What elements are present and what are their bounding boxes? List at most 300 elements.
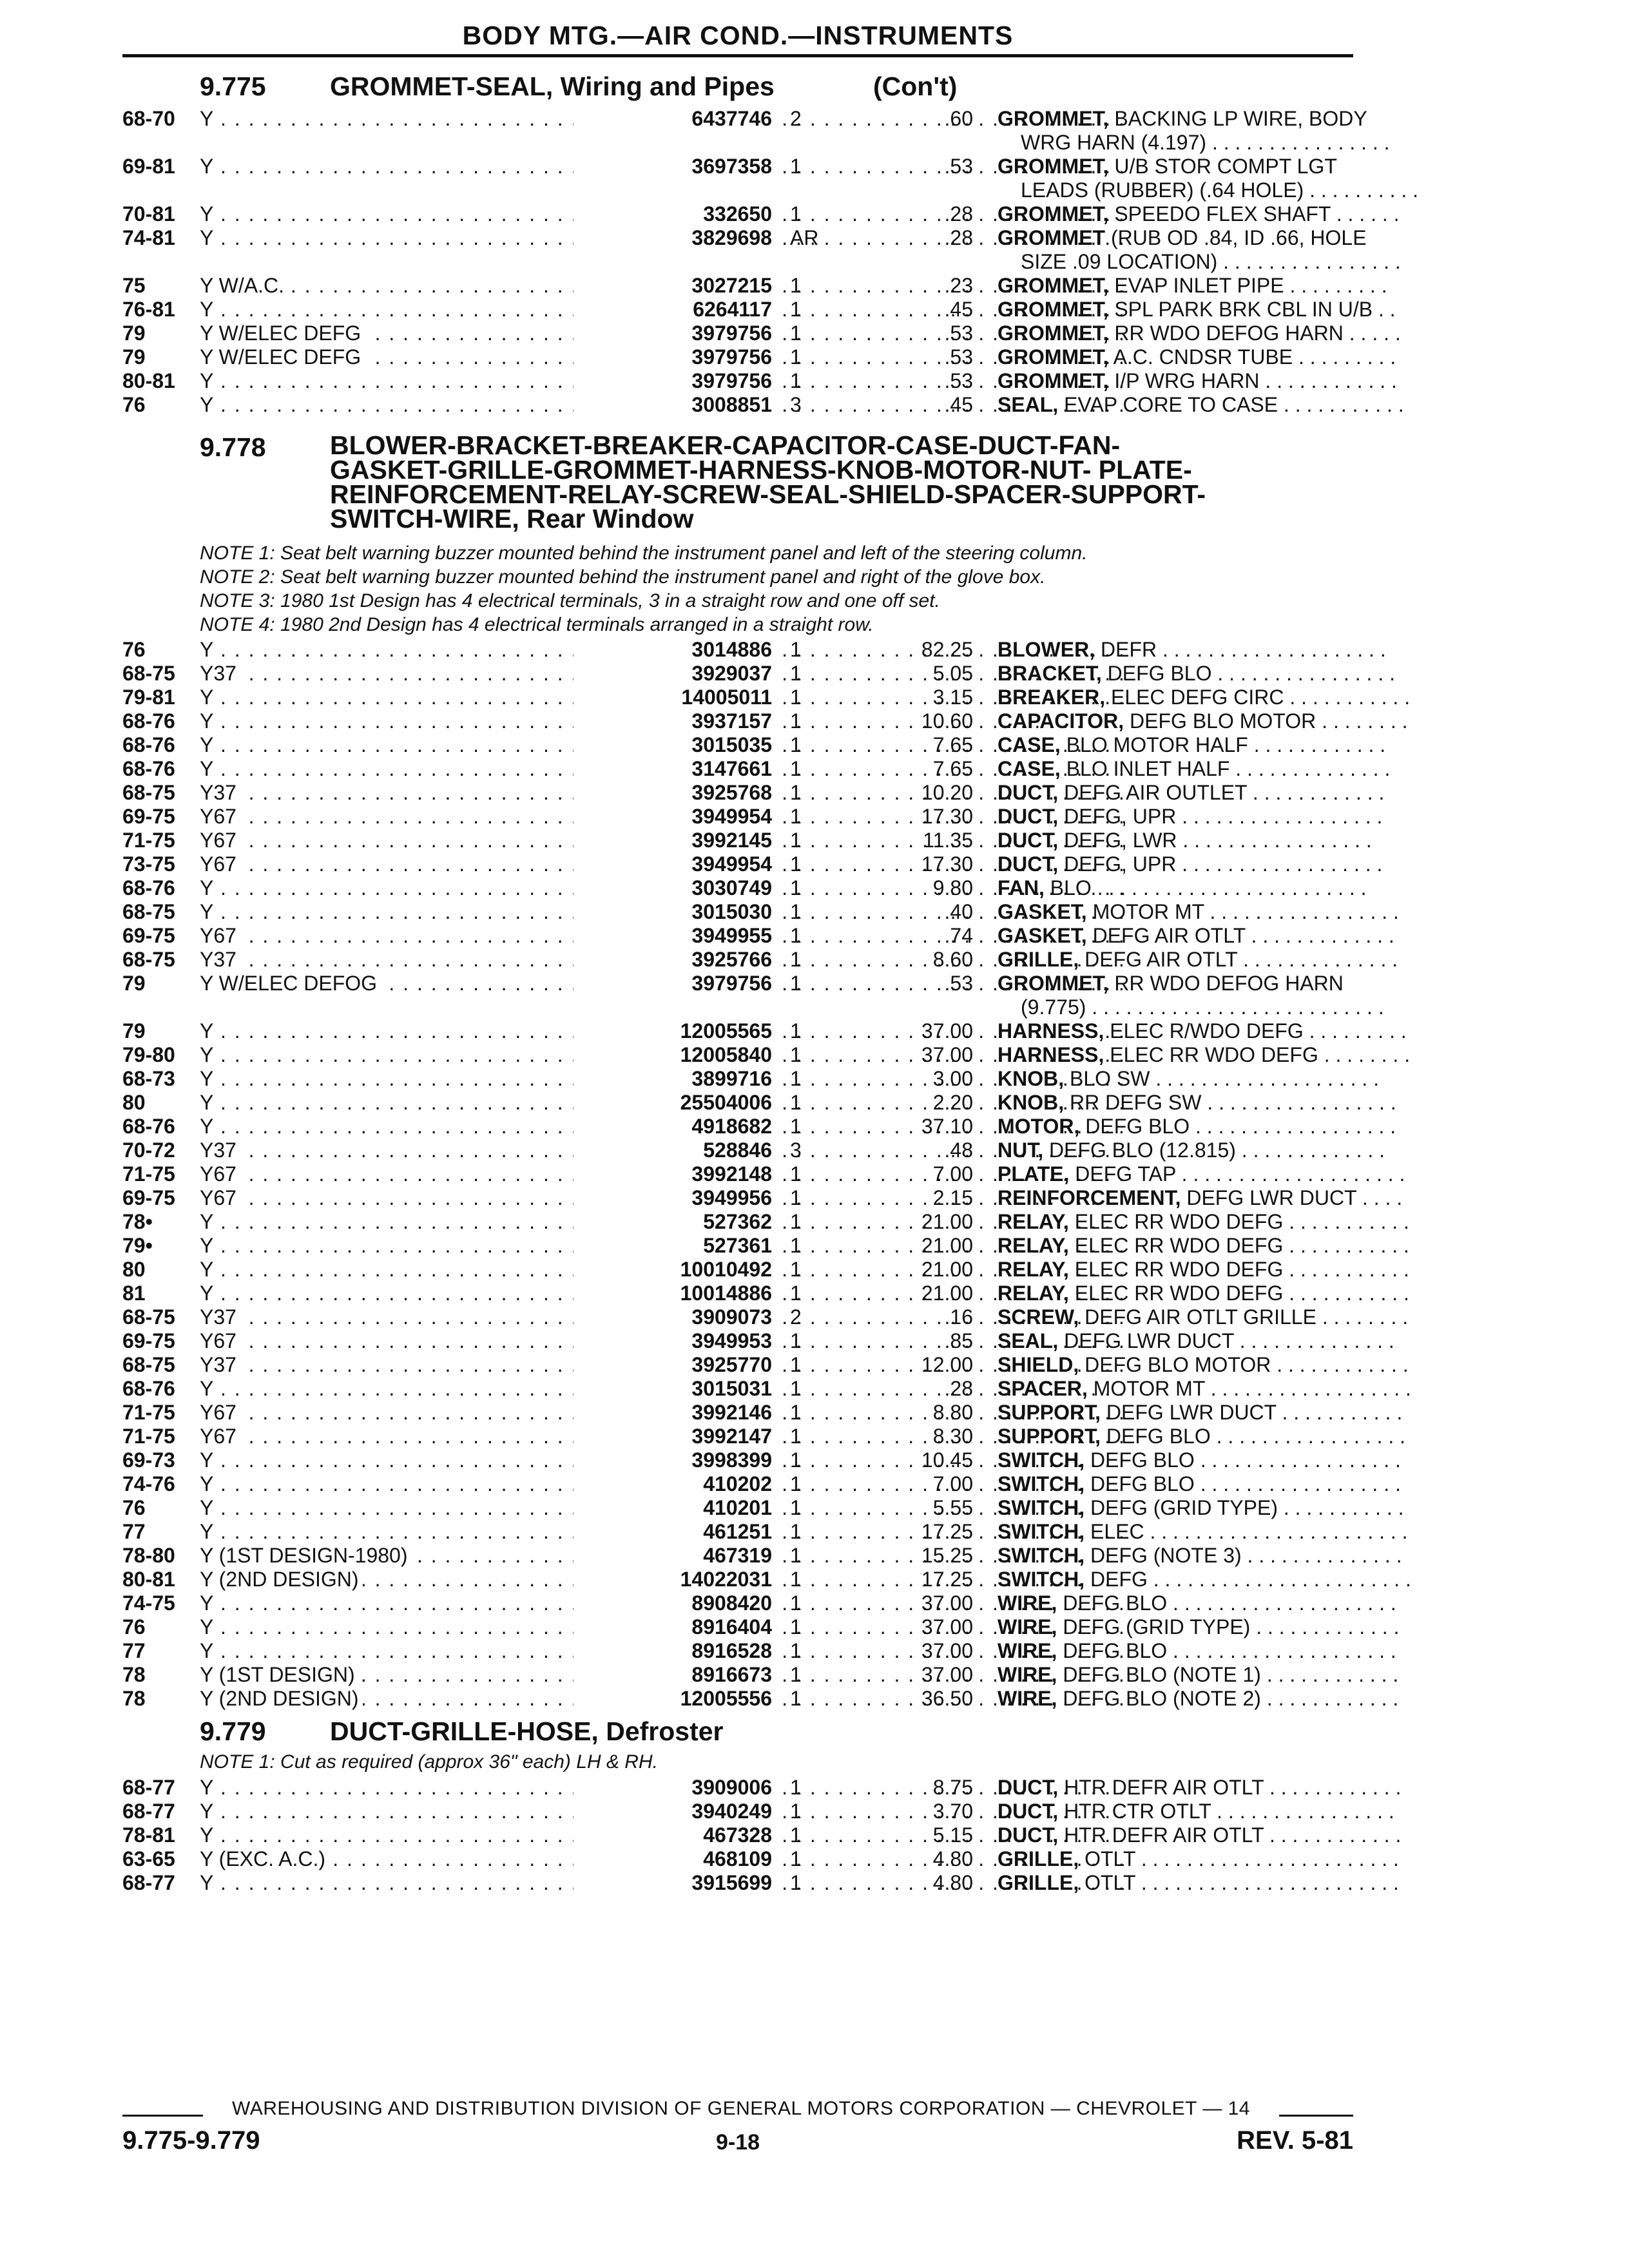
part-description — [998, 1139, 1385, 1162]
part-name: FAN, — [998, 876, 1045, 899]
quantity: 1 — [790, 1162, 802, 1186]
quantity: 1 — [790, 1591, 802, 1615]
parts-row — [122, 638, 1386, 662]
part-description — [998, 924, 1394, 948]
parts-row — [122, 226, 1401, 274]
parts-row — [122, 345, 1396, 369]
description-line — [998, 1067, 1380, 1091]
model-code-text: Y — [200, 1871, 217, 1894]
part-name: GROMMET, — [998, 298, 1109, 321]
price: 10.20 — [921, 781, 973, 804]
part-name: SWITCH, — [998, 1520, 1085, 1543]
model-code-text: Y — [200, 1210, 217, 1233]
part-number: 14005011 — [574, 686, 772, 709]
part-name: GASKET, — [998, 924, 1087, 947]
part-number: 468109 — [574, 1847, 772, 1871]
part-description — [998, 733, 1386, 757]
parts-row — [122, 662, 1395, 686]
model-code-text: Y — [200, 298, 217, 321]
description-line — [998, 972, 1352, 995]
model-code-text: Y — [200, 900, 217, 923]
part-detail: ELEC RR WDO DEFG . . . . . . . . . . . — [1074, 1234, 1409, 1257]
quantity: 1 — [790, 829, 802, 852]
parts-row — [122, 393, 1404, 417]
model-code-text: Y — [200, 226, 217, 249]
part-detail: DEFG AIR OTLT . . . . . . . . . . . . . — [1092, 924, 1394, 947]
part-name: NUT, — [998, 1139, 1044, 1162]
parts-row — [122, 1019, 1407, 1043]
parts-row — [122, 1823, 1402, 1847]
description-line — [998, 1186, 1403, 1210]
part-name: WIRE, — [998, 1639, 1057, 1662]
parts-row — [122, 1496, 1404, 1520]
quantity: 1 — [790, 733, 802, 756]
model-years: 78-80 — [122, 1544, 175, 1567]
quantity: 1 — [790, 1067, 802, 1090]
part-description — [998, 662, 1395, 686]
model-years: 78-81 — [122, 1823, 175, 1847]
part-name: GRILLE, — [998, 1871, 1079, 1894]
quantity: 2 — [790, 1305, 802, 1329]
part-name: GROMMET, — [998, 345, 1109, 369]
part-number: 3992146 — [574, 1401, 772, 1425]
part-detail: ELEC RR WDO DEFG . . . . . . . . — [1110, 1043, 1411, 1066]
part-name: HARNESS, — [998, 1019, 1104, 1043]
part-detail: EVAP CORE TO CASE . . . . . . . . . . . — [1064, 393, 1404, 416]
part-name: CASE, — [998, 733, 1061, 756]
model-code-text: Y (EXC. A.C.) — [200, 1847, 329, 1870]
model-years: 79 — [122, 972, 146, 995]
price: .48 — [944, 1139, 973, 1162]
section-heading — [330, 430, 1296, 533]
model-years: 68-75 — [122, 1353, 175, 1376]
part-description — [998, 155, 1419, 202]
model-code-text: Y — [200, 1472, 217, 1495]
model-years: 68-76 — [122, 1115, 175, 1138]
part-detail: ELEC RR WDO DEFG . . . . . . . . . . . — [1074, 1258, 1409, 1281]
quantity: 1 — [790, 155, 802, 178]
model-code-text: Y37 — [200, 1305, 240, 1329]
model-code-text: Y37 — [200, 662, 240, 685]
price: 36.50 — [921, 1687, 973, 1710]
part-description — [998, 1425, 1406, 1448]
part-number: 3979756 — [574, 345, 772, 369]
quantity: 1 — [790, 345, 802, 369]
quantity: 1 — [790, 274, 802, 297]
quantity: 3 — [790, 393, 802, 416]
description-line — [998, 298, 1396, 322]
part-number: 3937157 — [574, 709, 772, 733]
parts-row — [122, 900, 1399, 924]
part-detail: DEFG (GRID TYPE) . . . . . . . . . . . — [1090, 1496, 1404, 1519]
quantity: 1 — [790, 1019, 802, 1043]
model-years: 68-76 — [122, 733, 175, 756]
model-code-text: Y (2ND DESIGN) — [200, 1568, 363, 1591]
part-description — [998, 1591, 1396, 1615]
model-code-text: Y — [200, 107, 217, 130]
model-years: 69-75 — [122, 924, 175, 947]
part-name: SPACER, — [998, 1377, 1088, 1400]
price: 9.80 — [932, 876, 973, 899]
part-description — [998, 1871, 1399, 1895]
model-years: 74-75 — [122, 1591, 175, 1615]
part-detail: DEFG BLO . . . . . . . . . . . . . . . . . . — [1090, 1472, 1401, 1495]
model-years: 68-77 — [122, 1776, 175, 1799]
model-code-text: Y67 — [200, 852, 240, 876]
part-name: DUCT, — [998, 805, 1059, 828]
part-description — [998, 900, 1399, 924]
part-name: WIRE, — [998, 1591, 1057, 1615]
model-years: 68-76 — [122, 1377, 175, 1400]
part-number: 527361 — [574, 1234, 772, 1258]
quantity: 1 — [790, 1329, 802, 1352]
description-line — [998, 226, 1367, 250]
part-description — [998, 852, 1383, 876]
model-years: 80 — [122, 1091, 146, 1114]
price: 17.30 — [921, 805, 973, 828]
section-continued: (Con't) — [873, 72, 958, 101]
description-line — [998, 1234, 1409, 1258]
part-description — [998, 1234, 1409, 1258]
description-line — [998, 155, 1352, 178]
part-name: CASE, — [998, 757, 1061, 780]
model-code-text: Y (1ST DESIGN) — [200, 1663, 359, 1686]
note-line: NOTE 2: Seat belt warning buzzer mounted behind the instrument panel and right of the glove box. — [200, 566, 1046, 588]
part-description — [998, 1019, 1407, 1043]
parts-row — [122, 876, 1367, 900]
part-name: GASKET, — [998, 900, 1087, 923]
part-name: KNOB, — [998, 1091, 1065, 1114]
model-code-text: Y — [200, 1019, 217, 1043]
model-code-text: Y — [200, 1258, 217, 1281]
part-name: CAPACITOR, — [998, 709, 1124, 733]
part-name: GROMMET, — [998, 155, 1109, 178]
description-continuation: SIZE .09 LOCATION) . . . . . . . . . . . . . . . . — [1021, 250, 1401, 273]
quantity: 1 — [790, 1186, 802, 1209]
part-detail: DEFG (NOTE 3) . . . . . . . . . . . . . . — [1090, 1544, 1402, 1567]
quantity: 1 — [790, 1282, 802, 1305]
part-description — [998, 202, 1400, 226]
quantity: 1 — [790, 709, 802, 733]
model-years: 69-81 — [122, 155, 175, 178]
part-number: 3949956 — [574, 1186, 772, 1210]
model-years: 68-75 — [122, 781, 175, 804]
description-line — [998, 686, 1411, 709]
price: 82.25 — [921, 638, 973, 661]
quantity: 1 — [790, 1663, 802, 1686]
description-line — [998, 1496, 1404, 1520]
model-code-text: Y — [200, 757, 217, 780]
part-number: 3015035 — [574, 733, 772, 757]
part-detail: A.C. CNDSR TUBE . . . . . . . . . — [1113, 345, 1396, 369]
model-code-text: Y67 — [200, 829, 240, 852]
price: 3.00 — [932, 1067, 973, 1090]
part-description — [998, 829, 1372, 852]
model-code-text: Y — [200, 393, 217, 416]
part-number: 3909006 — [574, 1776, 772, 1800]
part-detail: (RUB OD .84, ID .66, HOLE — [1110, 226, 1367, 249]
part-detail: HTR DEFR AIR OTLT . . . . . . . . . . . . — [1064, 1776, 1402, 1799]
parts-row — [122, 1139, 1385, 1162]
part-name: DUCT, — [998, 1800, 1059, 1823]
page-header-title: BODY MTG.—AIR COND.—INSTRUMENTS — [462, 21, 1014, 50]
part-number: 8916673 — [574, 1663, 772, 1687]
quantity: 2 — [790, 107, 802, 130]
part-description — [998, 1472, 1401, 1496]
quantity: 1 — [790, 1687, 802, 1710]
model-code-text: Y37 — [200, 948, 240, 971]
part-description — [998, 1282, 1409, 1305]
part-description — [998, 1776, 1402, 1800]
part-detail: DEFG BLO MOTOR . . . . . . . . — [1130, 709, 1408, 733]
description-line — [998, 662, 1395, 686]
quantity: 1 — [790, 1258, 802, 1281]
price: 17.25 — [921, 1520, 973, 1543]
part-detail: ELEC RR WDO DEFG . . . . . . . . . . . — [1074, 1282, 1409, 1305]
part-number: 332650 — [574, 202, 772, 226]
model-code-text: Y — [200, 1496, 217, 1519]
quantity: 3 — [790, 1139, 802, 1162]
model-years: 71-75 — [122, 1162, 175, 1186]
description-line — [998, 1776, 1402, 1800]
price: 10.45 — [921, 1448, 973, 1472]
part-detail: BLO . . . . . . . . . . . . . . . . . . . . . . . . — [1050, 876, 1367, 899]
part-number: 25504006 — [574, 1091, 772, 1115]
part-name: SWITCH, — [998, 1496, 1085, 1519]
quantity: 1 — [790, 322, 802, 345]
part-number: 467328 — [574, 1823, 772, 1847]
description-line — [998, 1847, 1399, 1871]
model-years: 79 — [122, 322, 146, 345]
quantity: 1 — [790, 1401, 802, 1424]
section-number: 9.775 — [200, 72, 266, 101]
parts-row — [122, 1800, 1394, 1823]
model-code-text: Y67 — [200, 1186, 240, 1209]
parts-row — [122, 298, 1396, 322]
part-name: DUCT, — [998, 1776, 1059, 1799]
part-description — [998, 1377, 1411, 1401]
note-line: NOTE 1: Seat belt warning buzzer mounted behind the instrument panel and left of the steering column. — [200, 543, 1088, 564]
quantity: 1 — [790, 1544, 802, 1567]
parts-row — [122, 1210, 1409, 1234]
price: 21.00 — [921, 1258, 973, 1281]
quantity: 1 — [790, 1496, 802, 1519]
part-detail: DEFG BLO (NOTE 2) . . . . . . . . . . . . — [1063, 1687, 1399, 1710]
price: 8.30 — [932, 1425, 973, 1448]
model-years: 80-81 — [122, 369, 175, 392]
parts-row — [122, 1639, 1396, 1663]
parts-list-9-779 — [122, 1776, 1402, 1895]
part-name: SWITCH, — [998, 1568, 1085, 1591]
part-description — [998, 686, 1411, 709]
section-number: 9.778 — [200, 432, 266, 462]
quantity: 1 — [790, 1776, 802, 1799]
model-code-text: Y67 — [200, 805, 240, 828]
part-detail: RR DEFG SW . . . . . . . . . . . . . . . . . — [1070, 1091, 1396, 1114]
description-line — [998, 1115, 1396, 1139]
parts-row — [122, 1615, 1400, 1639]
part-detail: DEFG BLO . . . . . . . . . . . . . . . . . — [1106, 1425, 1406, 1448]
quantity: 1 — [790, 757, 802, 780]
parts-row — [122, 1043, 1411, 1067]
price: 4.80 — [932, 1847, 973, 1870]
quantity: 1 — [790, 1115, 802, 1138]
price: .40 — [944, 900, 973, 923]
catalog-page — [122, 0, 1419, 2268]
parts-row — [122, 1162, 1405, 1186]
model-code-text: Y67 — [200, 924, 240, 947]
part-detail: SPL PARK BRK CBL IN U/B . . — [1114, 298, 1396, 321]
part-name: WIRE, — [998, 1687, 1057, 1710]
description-continuation: LEADS (RUBBER) (.64 HOLE) . . . . . . . . . . — [1021, 178, 1419, 202]
price: .53 — [944, 345, 973, 369]
description-line — [998, 638, 1386, 662]
footer-rule-right — [1279, 2115, 1353, 2117]
part-name: DUCT, — [998, 852, 1059, 876]
part-description — [998, 345, 1396, 369]
model-code-text: Y67 — [200, 1425, 240, 1448]
model-years: 76 — [122, 393, 146, 416]
price: 37.00 — [921, 1639, 973, 1662]
price: 12.00 — [921, 1353, 973, 1376]
part-detail: I/P WRG HARN . . . . . . . . . . . . — [1114, 369, 1397, 392]
model-years: 68-76 — [122, 709, 175, 733]
price: .53 — [944, 369, 973, 392]
part-number: 3147661 — [574, 757, 772, 781]
quantity: 1 — [790, 1353, 802, 1376]
part-description — [998, 274, 1387, 298]
model-code-text: Y — [200, 1282, 217, 1305]
part-name: SUPPORT, — [998, 1425, 1101, 1448]
parts-row — [122, 1568, 1411, 1591]
quantity: 1 — [790, 1823, 802, 1847]
part-number: 528846 — [574, 1139, 772, 1162]
part-name: BREAKER, — [998, 686, 1106, 709]
model-years: 69-75 — [122, 805, 175, 828]
note-line: NOTE 3: 1980 1st Design has 4 electrical terminals, 3 in a straight row and one off set. — [200, 590, 940, 611]
part-number: 3949954 — [574, 852, 772, 876]
parts-row — [122, 1591, 1396, 1615]
part-name: MOTOR, — [998, 1115, 1080, 1138]
price: .28 — [944, 226, 973, 249]
footer-publisher: WAREHOUSING AND DISTRIBUTION DIVISION OF GENERAL MOTORS CORPORATION — CHEVROLET — 14 — [232, 2098, 1250, 2119]
part-name: RELAY, — [998, 1234, 1069, 1257]
model-code-text: Y — [200, 1448, 217, 1472]
model-code-text: Y — [200, 709, 217, 733]
part-description — [998, 1847, 1399, 1871]
model-code-text: Y — [200, 1591, 217, 1615]
section-heading-line: SWITCH-WIRE, Rear Window — [330, 504, 694, 533]
part-detail: DEFG BLO (NOTE 1) . . . . . . . . . . . . — [1063, 1663, 1399, 1686]
part-description — [998, 972, 1384, 1019]
part-description — [998, 1210, 1409, 1234]
part-number: 10010492 — [574, 1258, 772, 1282]
part-detail: OTLT . . . . . . . . . . . . . . . . . . . . . . . — [1084, 1847, 1399, 1870]
price: 37.00 — [921, 1615, 973, 1639]
part-number: 3925768 — [574, 781, 772, 805]
part-number: 3979756 — [574, 369, 772, 393]
part-description — [998, 1663, 1399, 1687]
part-number: 461251 — [574, 1520, 772, 1544]
quantity: 1 — [790, 1639, 802, 1662]
model-years: 81 — [122, 1282, 146, 1305]
description-continuation: (9.775) . . . . . . . . . . . . . . . . . . . . . . . . . . — [1021, 995, 1384, 1019]
model-code-text: Y (1ST DESIGN-1980) — [200, 1544, 412, 1567]
quantity: 1 — [790, 1425, 802, 1448]
model-code-text: Y — [200, 1639, 217, 1662]
part-detail: DEFG LWR DUCT . . . . — [1186, 1186, 1403, 1209]
model-code-text: Y W/ELEC DEFOG — [200, 972, 381, 995]
part-description — [998, 781, 1385, 805]
model-years: 63-65 — [122, 1847, 175, 1870]
part-detail: BLO INLET HALF . . . . . . . . . . . . . . — [1066, 757, 1391, 780]
price: 8.60 — [932, 948, 973, 971]
parts-row — [122, 1186, 1403, 1210]
model-code-text: Y — [200, 1043, 217, 1066]
model-years: 71-75 — [122, 1425, 175, 1448]
model-years: 79-80 — [122, 1043, 175, 1066]
price: 3.15 — [932, 686, 973, 709]
note-line: NOTE 1: Cut as required (approx 36" each) LH & RH. — [200, 1751, 658, 1773]
part-name: BLOWER, — [998, 638, 1095, 661]
parts-row — [122, 107, 1390, 155]
part-description — [998, 322, 1401, 345]
parts-row — [122, 924, 1394, 948]
description-continuation: WRG HARN (4.197) . . . . . . . . . . . . . . . . — [1021, 131, 1390, 154]
part-detail: DEFR . . . . . . . . . . . . . . . . . . . . — [1100, 638, 1386, 661]
section-heading-line: GASKET-GRILLE-GROMMET-HARNESS-KNOB-MOTOR-NUT- PLATE- — [330, 455, 1192, 485]
price: 5.55 — [932, 1496, 973, 1519]
footer-revision: REV. 5-81 — [1237, 2126, 1353, 2155]
description-line — [998, 1472, 1401, 1496]
description-line — [998, 1615, 1400, 1639]
description-line — [998, 733, 1386, 757]
model-years: 73-75 — [122, 852, 175, 876]
model-years: 68-70 — [122, 107, 175, 130]
part-name: RELAY, — [998, 1282, 1069, 1305]
part-description — [998, 948, 1398, 972]
description-line — [998, 274, 1387, 298]
parts-row — [122, 1258, 1409, 1282]
price: 10.60 — [921, 709, 973, 733]
description-line — [998, 924, 1394, 948]
description-line — [998, 805, 1383, 829]
model-years: 69-73 — [122, 1448, 175, 1472]
part-detail: BLO MOTOR HALF . . . . . . . . . . . . — [1066, 733, 1386, 756]
description-line — [998, 948, 1398, 972]
part-number: 3949954 — [574, 805, 772, 829]
part-number: 3014886 — [574, 638, 772, 662]
parts-row — [122, 686, 1411, 709]
model-code-text: Y (2ND DESIGN) — [200, 1687, 363, 1710]
part-number: 410202 — [574, 1472, 772, 1496]
description-line — [998, 322, 1401, 345]
part-detail: DEFG BLO . . . . . . . . . . . . . . . . . . — [1085, 1115, 1396, 1138]
parts-row — [122, 155, 1419, 202]
part-detail: ELEC R/WDO DEFG . . . . . . . . . — [1110, 1019, 1407, 1043]
parts-row — [122, 1687, 1399, 1711]
parts-row — [122, 805, 1383, 829]
quantity: 1 — [790, 972, 802, 995]
model-years: 80-81 — [122, 1568, 175, 1591]
parts-row — [122, 1091, 1396, 1115]
parts-row — [122, 733, 1386, 757]
part-number: 6437746 — [574, 107, 772, 131]
quantity: 1 — [790, 1043, 802, 1066]
part-detail: BACKING LP WIRE, BODY — [1114, 107, 1367, 130]
part-number: 3925766 — [574, 948, 772, 972]
description-line — [998, 1520, 1408, 1544]
